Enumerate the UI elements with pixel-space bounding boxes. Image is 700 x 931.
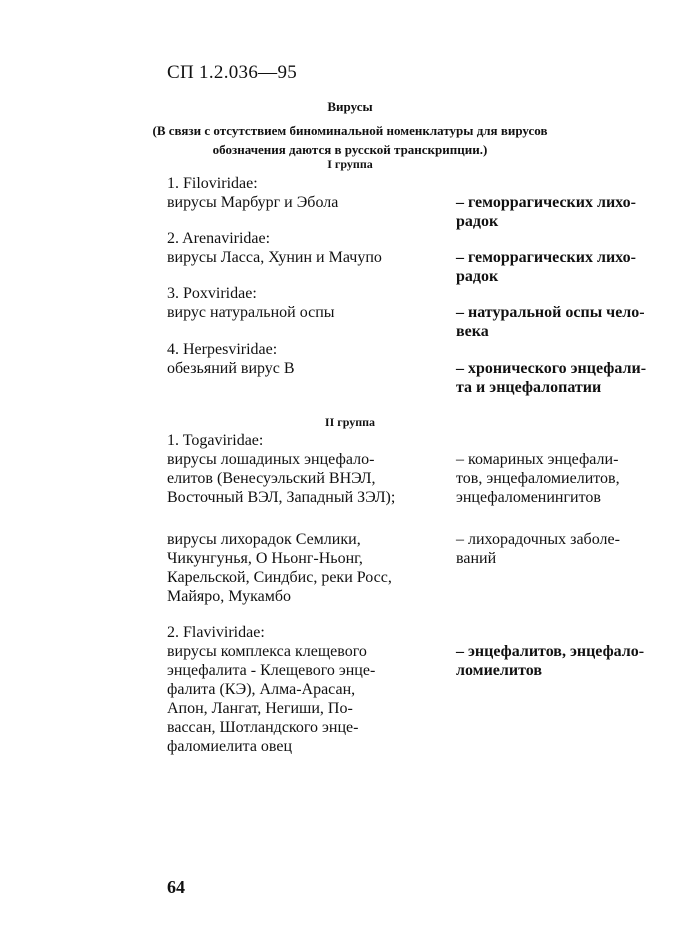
disease-line: энцефаломенингитов <box>456 489 601 506</box>
section-note-line: (В связи с отсутствием биноминальной номенклатуры для вирусов <box>152 123 548 138</box>
group-2-title: II группа <box>324 415 376 429</box>
virus-names-line: елитов (Венесуэльский ВНЭЛ, <box>167 470 376 487</box>
virus-entry <box>167 284 667 340</box>
disease-description <box>456 642 656 680</box>
virus-entry <box>167 174 667 230</box>
disease-line: века <box>456 323 489 340</box>
virus-family: 3. Poxviridae: <box>167 285 257 302</box>
virus-family: 2. Flaviviridae: <box>167 624 265 641</box>
virus-names <box>167 248 437 267</box>
virus-names-line: Восточный ВЭЛ, Западный ЗЭЛ); <box>167 489 396 506</box>
virus-names-line: Карельской, Синдбис, реки Росс, <box>167 569 392 586</box>
disease-line: – натуральной оспы чело- <box>456 304 645 321</box>
virus-names-line: вирусы комплекса клещевого <box>167 643 367 660</box>
virus-names <box>167 642 437 756</box>
disease-description <box>456 193 656 231</box>
disease-line: – лихорадочных заболе- <box>456 531 620 548</box>
disease-line: тов, энцефаломиелитов, <box>456 470 620 487</box>
disease-description <box>456 450 656 507</box>
section-note <box>120 121 580 159</box>
virus-names-line: фаломиелита овец <box>167 738 293 755</box>
virus-entry <box>167 530 667 606</box>
virus-entry <box>167 340 667 396</box>
document-code: СП 1.2.036—95 <box>167 62 298 83</box>
disease-description <box>456 530 656 568</box>
page-number: 64 <box>167 877 185 897</box>
virus-entry <box>167 431 667 506</box>
virus-names-line: фалита (КЭ), Алма-Арасан, <box>167 681 356 698</box>
virus-names-line: вирусы лихорадок Семлики, <box>167 531 361 548</box>
group-1-title: I группа <box>327 157 373 171</box>
virus-entry <box>167 229 667 285</box>
virus-entry <box>167 623 667 755</box>
virus-names-line: вирус натуральной оспы <box>167 304 335 321</box>
disease-line: – энцефалитов, энцефало- <box>456 643 645 660</box>
virus-names-line: Майяро, Мукамбо <box>167 588 291 605</box>
virus-family: 4. Herpesviridae: <box>167 341 278 358</box>
virus-family: 2. Arenaviridae: <box>167 230 271 247</box>
section-note-line: обозначения даются в русской транскрипции.) <box>212 142 488 157</box>
disease-description <box>456 248 656 286</box>
disease-line: – хронического энцефали- <box>456 360 647 377</box>
virus-names-line: вассан, Шотландского энце- <box>167 719 359 736</box>
virus-names <box>167 359 437 378</box>
disease-line: ломиелитов <box>456 662 542 679</box>
virus-names <box>167 303 437 322</box>
disease-description <box>456 359 656 397</box>
virus-names-line: обезьяний вирус В <box>167 360 295 377</box>
disease-line: ваний <box>456 550 497 567</box>
disease-description <box>456 303 656 341</box>
virus-names <box>167 193 437 212</box>
disease-line: та и энцефалопатии <box>456 379 602 396</box>
disease-line: радок <box>456 268 499 285</box>
virus-family: 1. Togaviridae: <box>167 432 264 449</box>
virus-names-line: вирусы лошадиных энцефало- <box>167 451 375 468</box>
virus-names-line: энцефалита - Клещевого энце- <box>167 662 376 679</box>
virus-names-line: Апон, Лангат, Негиши, По- <box>167 700 353 717</box>
disease-line: радок <box>456 213 499 230</box>
section-title: Вирусы <box>327 99 373 114</box>
virus-names <box>167 530 437 606</box>
virus-names-line: вирусы Ласса, Хунин и Мачупо <box>167 249 382 266</box>
disease-line: – геморрагических лихо- <box>456 194 636 211</box>
virus-names-line: Чикунгунья, О Ньонг-Ньонг, <box>167 550 363 567</box>
disease-line: – геморрагических лихо- <box>456 249 636 266</box>
virus-names-line: вирусы Марбург и Эбола <box>167 194 339 211</box>
disease-line: – комариных энцефали- <box>456 451 619 468</box>
virus-names <box>167 450 437 507</box>
virus-family: 1. Filoviridae: <box>167 175 258 192</box>
